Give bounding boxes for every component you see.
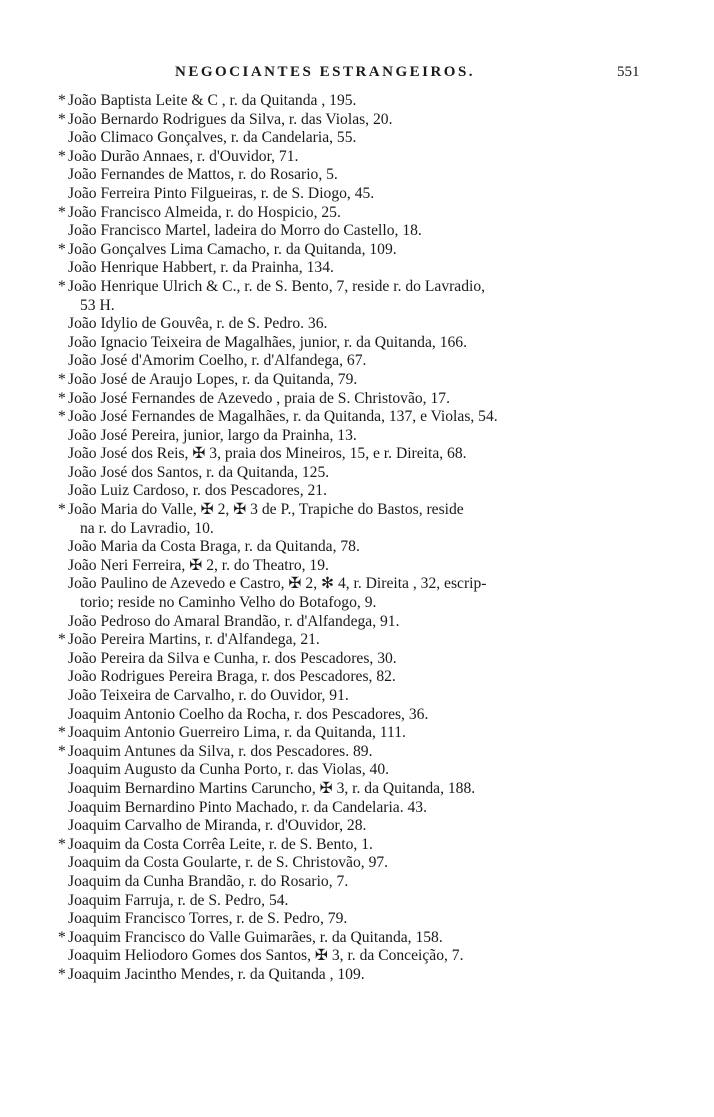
merchant-entry [58,706,638,725]
entry-text: João Ferreira Pinto Filgueiras, r. de S. Diogo, 45. [68,184,375,202]
entry-line [58,259,638,278]
entry-text: João Ignacio Teixeira de Magalhães, junior, r. da Quitanda, 166. [68,333,467,351]
entry-text: João Pereira Martins, r. d'Alfandega, 21. [68,631,320,649]
entry-line [58,222,638,241]
merchant-entry [58,761,638,780]
entry-text: Joaquim Bernardino Pinto Machado, r. da Candelaria. 43. [68,798,428,816]
entry-line [58,910,638,929]
entry-text: João José dos Reis, ✠ 3, praia dos Mineiros, 15, e r. Direita, 68. [68,445,467,463]
entry-line [58,538,638,557]
entry-line [58,148,638,167]
merchant-entry [58,371,638,390]
entry-text: João Pereira da Silva e Cunha, r. dos Pescadores, 30. [68,649,397,667]
merchant-entry [58,185,638,204]
entry-line [58,464,638,483]
entry-text: João Paulino de Azevedo e Castro, ✠ 2, ✻ 4, r. Direita , 32, escrip- [68,575,487,593]
merchant-entry [58,482,638,501]
merchant-entry [58,408,638,427]
entry-text: João Maria da Costa Braga, r. da Quitanda, 78. [68,538,360,556]
merchant-entry [58,111,638,130]
entry-text: na r. do Lavradio, 10. [80,519,214,537]
foreign-marker: * [58,203,66,221]
entry-line [58,241,638,260]
merchant-entry [58,836,638,855]
entry-text: João Pedroso do Amaral Brandão, r. d'Alfandega, 91. [68,612,400,630]
entry-text: Joaquim Francisco do Valle Guimarães, r. da Quitanda, 158. [68,928,443,946]
entry-line [58,129,638,148]
entry-text: Joaquim Antunes da Silva, r. dos Pescadores. 89. [68,742,373,760]
entry-text: João José de Araujo Lopes, r. da Quitanda, 79. [68,370,358,388]
entry-text: Joaquim Augusto da Cunha Porto, r. das Violas, 40. [68,761,390,779]
entry-line [58,334,638,353]
merchant-entry [58,892,638,911]
merchant-entry [58,966,638,985]
merchant-entry [58,222,638,241]
merchant-entry [58,780,638,799]
entry-line [58,111,638,130]
entry-line [58,650,638,669]
entry-line [58,501,638,520]
entry-line [58,668,638,687]
merchant-entry [58,334,638,353]
entry-text: Joaquim da Cunha Brandão, r. do Rosario, 7. [68,872,349,890]
merchant-entry [58,501,638,538]
entry-line [58,278,638,297]
entry-text: Joaquim da Costa Corrêa Leite, r. de S. Bento, 1. [68,835,373,853]
entry-text: João Henrique Habbert, r. da Prainha, 134. [68,259,334,277]
foreign-marker: * [58,389,66,407]
entry-text: João José Fernandes de Magalhães, r. da Quitanda, 137, e Violas, 54. [68,408,498,426]
merchant-entry [58,315,638,334]
merchant-entry [58,259,638,278]
entry-line [58,929,638,948]
entry-line [58,817,638,836]
foreign-marker: * [58,631,66,649]
entry-text: 53 H. [80,296,115,314]
foreign-marker: * [58,147,66,165]
entry-text: Joaquim Carvalho de Miranda, r. d'Ouvidor, 28. [68,817,367,835]
entry-text: João Francisco Martel, ladeira do Morro do Castello, 18. [68,222,422,240]
entry-line [58,613,638,632]
foreign-marker: * [58,277,66,295]
merchant-entry [58,724,638,743]
entry-text: João José d'Amorim Coelho, r. d'Alfandega, 67. [68,352,367,370]
merchant-entry [58,278,638,315]
entry-text: Joaquim Antonio Guerreiro Lima, r. da Quitanda, 111. [68,724,406,742]
merchant-entry [58,854,638,873]
merchant-entry [58,668,638,687]
entry-line [58,408,638,427]
entry-text: João Bernardo Rodrigues da Silva, r. das Violas, 20. [68,110,393,128]
running-title: NEGOCIANTES ESTRANGEIROS. [175,64,476,80]
foreign-marker: * [58,742,66,760]
entry-line [58,445,638,464]
entry-line [58,799,638,818]
merchant-entry [58,352,638,371]
entry-line [58,687,638,706]
merchant-list [58,92,638,985]
entry-line [58,352,638,371]
merchant-entry [58,464,638,483]
entry-text: João José dos Santos, r. da Quitanda, 125. [68,463,330,481]
entry-text: Joaquim Antonio Coelho da Rocha, r. dos Pescadores, 36. [68,705,429,723]
entry-line [58,204,638,223]
entry-text: João Gonçalves Lima Camacho, r. da Quitanda, 109. [68,240,397,258]
merchant-entry [58,204,638,223]
entry-text: João Francisco Almeida, r. do Hospicio, 25. [68,203,341,221]
entry-line [58,557,638,576]
merchant-entry [58,148,638,167]
merchant-entry [58,241,638,260]
foreign-marker: * [58,240,66,258]
entry-text: Joaquim Heliodoro Gomes dos Santos, ✠ 3, r. da Conceição, 7. [68,947,464,965]
entry-text: torio; reside no Caminho Velho do Botafogo, 9. [80,594,377,612]
page-header [0,64,714,88]
entry-line [58,631,638,650]
foreign-marker: * [58,408,66,426]
entry-text: João Fernandes de Mattos, r. do Rosario, 5. [68,166,338,184]
entry-line [58,92,638,111]
entry-line [58,892,638,911]
merchant-entry [58,166,638,185]
foreign-marker: * [58,965,66,983]
merchant-entry [58,129,638,148]
entry-line [58,315,638,334]
merchant-entry [58,575,638,612]
foreign-marker: * [58,110,66,128]
foreign-marker: * [58,501,66,519]
foreign-marker: * [58,928,66,946]
entry-text: João Idylio de Gouvêa, r. de S. Pedro. 36. [68,315,328,333]
entry-line [58,185,638,204]
merchant-entry [58,92,638,111]
merchant-entry [58,631,638,650]
entry-text: João Maria do Valle, ✠ 2, ✠ 3 de P., Trapiche do Bastos, reside [68,501,464,519]
entry-continuation-line [58,594,638,613]
entry-text: Joaquim Bernardino Martins Caruncho, ✠ 3, r. da Quitanda, 188. [68,779,476,797]
page-number: 551 [617,64,640,80]
merchant-entry [58,650,638,669]
entry-line [58,761,638,780]
merchant-entry [58,557,638,576]
entry-line [58,575,638,594]
merchant-entry [58,538,638,557]
entry-line [58,706,638,725]
entry-text: Joaquim Farruja, r. de S. Pedro, 54. [68,891,289,909]
entry-text: João Neri Ferreira, ✠ 2, r. do Theatro, 19. [68,556,329,574]
entry-text: Joaquim Jacintho Mendes, r. da Quitanda , 109. [68,965,365,983]
entry-line [58,482,638,501]
entry-line [58,743,638,762]
entry-line [58,780,638,799]
foreign-marker: * [58,835,66,853]
entry-text: Joaquim da Costa Goularte, r. de S. Christovão, 97. [68,854,389,872]
entry-text: João Baptista Leite & C , r. da Quitanda , 195. [68,92,357,109]
entry-text: João Teixeira de Carvalho, r. do Ouvidor, 91. [68,687,349,704]
merchant-entry [58,929,638,948]
entry-text: João José Fernandes de Azevedo , praia de S. Christovão, 17. [68,389,450,407]
merchant-entry [58,817,638,836]
entry-text: João Luiz Cardoso, r. dos Pescadores, 21. [68,482,327,500]
merchant-entry [58,613,638,632]
entry-line [58,724,638,743]
entry-line [58,166,638,185]
entry-text: Joaquim Francisco Torres, r. de S. Pedro, 79. [68,910,348,928]
merchant-entry [58,445,638,464]
merchant-entry [58,743,638,762]
entry-text: João Climaco Gonçalves, r. da Candelaria, 55. [68,129,357,147]
entry-line [58,427,638,446]
entry-line [58,947,638,966]
merchant-entry [58,873,638,892]
entry-text: João Durão Annaes, r. d'Ouvidor, 71. [68,147,299,165]
entry-text: João Rodrigues Pereira Braga, r. dos Pescadores, 82. [68,668,396,686]
merchant-entry [58,947,638,966]
merchant-entry [58,390,638,409]
merchant-entry [58,910,638,929]
merchant-entry [58,427,638,446]
foreign-marker: * [58,370,66,388]
entry-continuation-line [58,297,638,316]
merchant-entry [58,799,638,818]
entry-text: João José Pereira, junior, largo da Prainha, 13. [68,426,357,444]
foreign-marker: * [58,724,66,742]
entry-line [58,390,638,409]
merchant-entry [58,687,638,706]
foreign-marker: * [58,92,66,109]
entry-continuation-line [58,520,638,539]
entry-line [58,854,638,873]
entry-line [58,371,638,390]
entry-text: João Henrique Ulrich & C., r. de S. Bento, 7, reside r. do Lavradio, [68,277,486,295]
entry-line [58,966,638,985]
entry-line [58,836,638,855]
entry-line [58,873,638,892]
